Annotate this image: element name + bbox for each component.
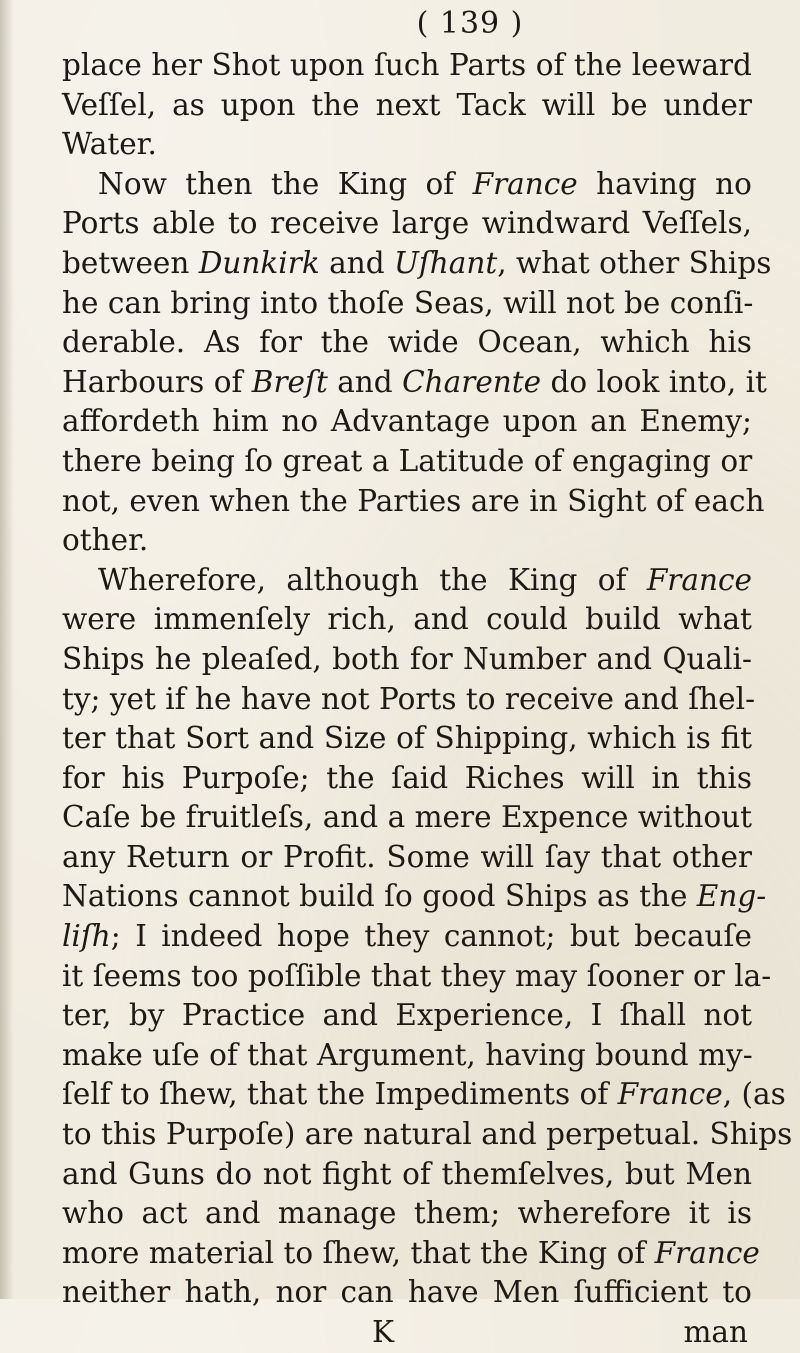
text-line: any Return or Profit. Some will ſay that other bbox=[62, 839, 753, 874]
text-line: liſh; I indeed hope they cannot; but becauſe bbox=[62, 919, 752, 954]
text-line: other. bbox=[62, 523, 149, 558]
text-line: it ſeems too poſſible that they may ſooner or la- bbox=[62, 958, 772, 993]
text-line: Wherefore, although the King of France bbox=[98, 562, 752, 597]
text-line: ter that Sort and Size of Shipping, which is fit bbox=[62, 721, 752, 756]
text-line: ſelf to ſhew, that the Impediments of France, (as bbox=[62, 1077, 786, 1112]
text-line: and Guns do not fight of themſelves, but Men bbox=[62, 1156, 752, 1191]
text-line: Veſſel, as upon the next Tack will be under bbox=[62, 87, 752, 122]
page-number: ( 139 ) bbox=[416, 6, 524, 41]
page-header bbox=[0, 4, 800, 44]
text-line: neither hath, nor can have Men ſufficient to bbox=[62, 1275, 752, 1310]
text-line: not, even when the Parties are in Sight of each bbox=[62, 483, 765, 518]
text-line: place her Shot upon ſuch Parts of the leeward bbox=[62, 48, 752, 82]
text-line: ty; yet if he have not Ports to receive and ſhel- bbox=[62, 681, 756, 716]
text-line: ter, by Practice and Experience, I ſhall not bbox=[62, 998, 752, 1033]
body-text bbox=[62, 46, 793, 1353]
text-line: there being ſo great a Latitude of engaging or bbox=[62, 443, 753, 478]
text-line: who act and manage them; wherefore it is bbox=[62, 1196, 752, 1231]
text-line: between Dunkirk and Uſhant, what other Ships bbox=[62, 245, 772, 280]
text-line: affordeth him no Advantage upon an Enemy; bbox=[62, 404, 752, 439]
text-line: Ports able to receive large windward Veſſels, bbox=[62, 206, 752, 241]
page-binding-shadow bbox=[0, 0, 14, 1299]
text-line: derable. As for the wide Ocean, which his bbox=[62, 325, 752, 360]
text-line: Nations cannot build ſo good Ships as the Eng- bbox=[62, 879, 767, 914]
text-line: were immenſely rich, and could build what bbox=[62, 602, 752, 637]
text-line: for his Purpoſe; the ſaid Riches will in this bbox=[62, 760, 752, 795]
signature-catchword-line: K man bbox=[372, 1315, 748, 1349]
text-line: he can bring into thoſe Seas, will not be conſi- bbox=[62, 285, 754, 320]
text-line: Caſe be fruitleſs, and a mere Expence without bbox=[62, 800, 752, 835]
text-line: Ships he pleaſed, both for Number and Quali- bbox=[62, 641, 752, 676]
text-line: make uſe of that Argument, having bound my- bbox=[62, 1037, 753, 1072]
text-line: Now then the King of France having no bbox=[98, 166, 752, 201]
text-line: more material to ſhew, that the King of France bbox=[62, 1235, 760, 1270]
text-line: Harbours of Breſt and Charente do look into, it bbox=[62, 364, 767, 399]
text-line: to this Purpoſe) are natural and perpetual. Ships bbox=[62, 1117, 793, 1152]
text-line: Water. bbox=[62, 127, 157, 162]
